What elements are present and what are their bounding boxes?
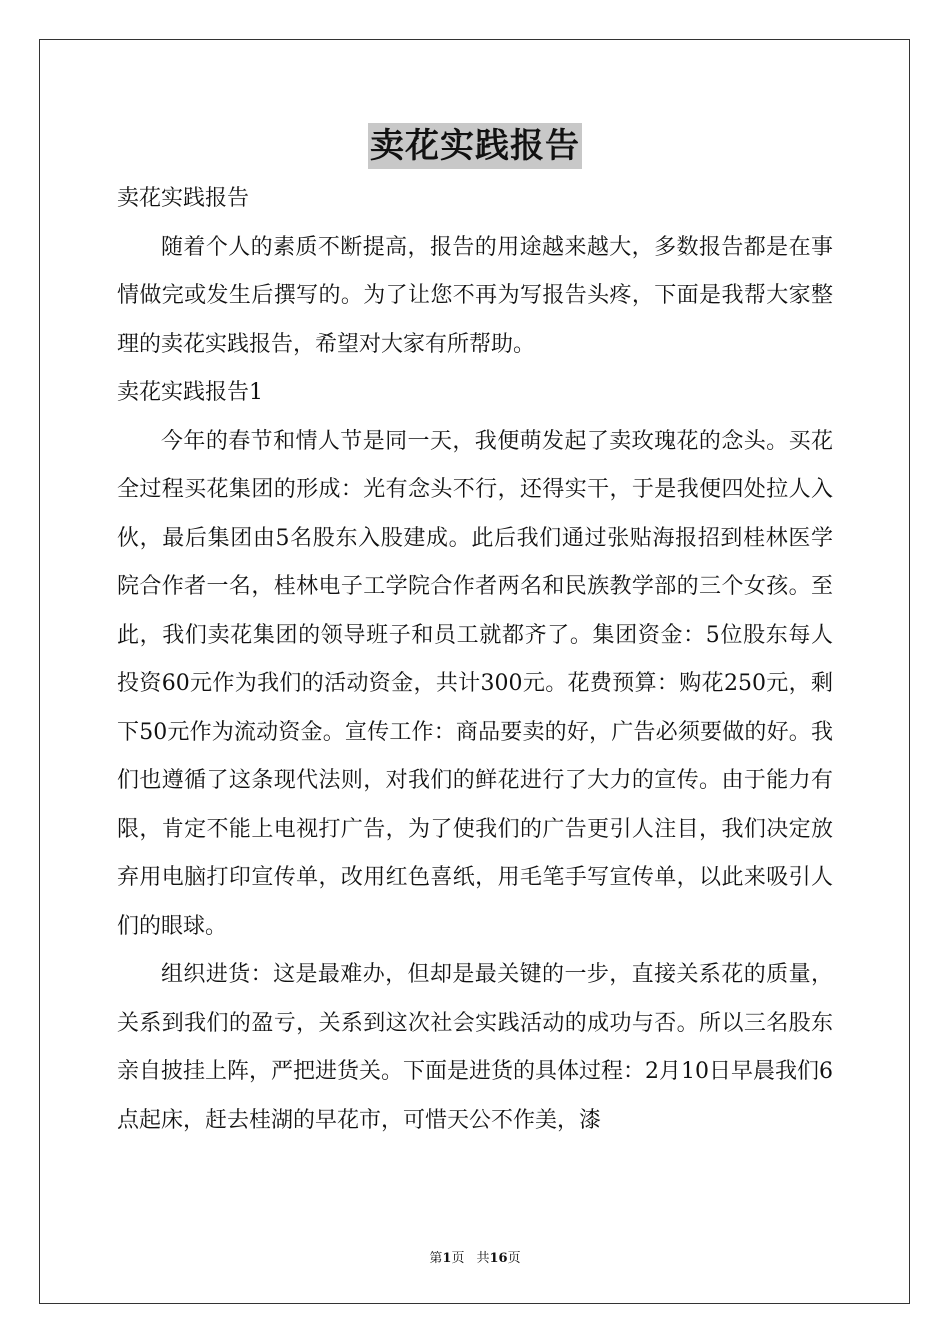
body-paragraph-1: 今年的春节和情人节是同一天，我便萌发起了卖玫瑰花的念头。买花全过程买花集团的形成：光有念头不行，还得实干，于是我便四处拉人入伙，最后集团由5名股东入股建成。此后我们通过张贴海报招到桂林医学院合作者一名，桂林电子工学院合作者两名和民族教学部的三个女孩。至此，我们卖花集团的领导班子和员工就都齐了。集团资金：5位股东每人投资60元作为我们的活动资金，共计300元。花费预算：购花250元，剩下50元作为流动资金。宣传工作：商品要卖的好，广告必须要做的好。我们也遵循了这条现代法则，对我们的鲜花进行了大力的宣传。由于能力有限，肯定不能上电视打广告，为了使我们的广告更引人注目，我们决定放弃用电脑打印宣传单，改用红色喜纸，用毛笔手写宣传单，以此来吸引人们的眼球。 bbox=[117, 428, 833, 939]
document-subtitle: 卖花实践报告 bbox=[117, 186, 250, 211]
page-total: 16 bbox=[489, 1251, 508, 1266]
total-suffix: 页 bbox=[507, 1251, 521, 1266]
page-current: 1 bbox=[442, 1251, 452, 1266]
document-title: 卖花实践报告 bbox=[368, 123, 582, 169]
document-body bbox=[117, 175, 833, 1145]
title-container bbox=[0, 123, 950, 169]
body-paragraph-2: 组织进货：这是最难办，但却是最关键的一步，直接关系花的质量，关系到我们的盈亏，关系到这次社会实践活动的成功与否。所以三名股东亲自披挂上阵，严把进货关。下面是进货的具体过程：2月10日早晨我们6点起床，赶去桂湖的早花市，可惜天公不作美，漆 bbox=[117, 962, 833, 1133]
total-prefix: 共 bbox=[476, 1251, 490, 1266]
page-footer bbox=[0, 1247, 950, 1266]
section-heading: 卖花实践报告1 bbox=[117, 380, 263, 405]
page-mid: 页 bbox=[451, 1251, 465, 1266]
intro-paragraph: 随着个人的素质不断提高，报告的用途越来越大，多数报告都是在事情做完或发生后撰写的。为了让您不再为写报告头疼，下面是我帮大家整理的卖花实践报告，希望对大家有所帮助。 bbox=[117, 234, 833, 357]
page-prefix: 第 bbox=[429, 1251, 443, 1266]
